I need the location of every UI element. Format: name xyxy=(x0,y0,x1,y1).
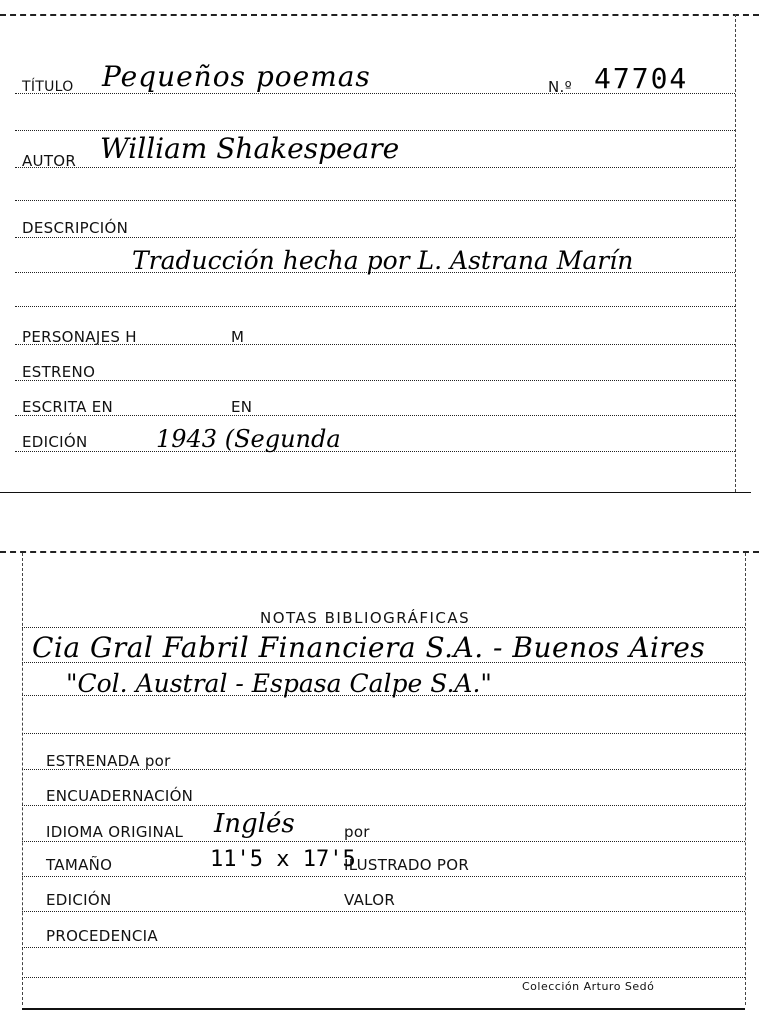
catalog-card-front xyxy=(0,0,759,495)
rule xyxy=(15,237,735,238)
title-label: TÍTULO xyxy=(22,79,74,95)
provenance-label: PROCEDENCIA xyxy=(46,927,158,945)
bibliographic-notes-heading: NOTAS BIBLIOGRÁFICAS xyxy=(260,609,471,627)
rule xyxy=(15,130,735,131)
collection-stamp: Colección Arturo Sedó xyxy=(522,980,655,993)
rule xyxy=(22,805,745,806)
premiered-by-label: ESTRENADA por xyxy=(46,752,171,770)
author-label: AUTOR xyxy=(22,152,77,170)
rule xyxy=(15,451,735,452)
rule xyxy=(15,380,735,381)
size-value: 11'5 x 17'5 xyxy=(210,847,356,872)
rule xyxy=(22,841,745,842)
rule xyxy=(15,200,735,201)
card-right-edge xyxy=(735,14,736,492)
characters-label: PERSONAJES H xyxy=(22,328,137,346)
description-value: Traducción hecha por L. Astrana Marín xyxy=(132,246,634,275)
rule xyxy=(15,306,735,307)
card-bottom-edge xyxy=(22,1008,745,1010)
note-line-2: "Col. Austral - Espasa Calpe S.A." xyxy=(66,669,492,698)
catalog-card-back xyxy=(0,545,759,1015)
edition-label: EDICIÓN xyxy=(22,433,88,451)
title-value: Pequeños poemas xyxy=(102,60,371,93)
author-value: William Shakespeare xyxy=(100,132,400,165)
edition-value: 1943 (Segunda xyxy=(156,425,341,453)
card-top-edge xyxy=(0,551,759,553)
rule xyxy=(15,167,735,168)
rule xyxy=(22,911,745,912)
rule xyxy=(22,876,745,877)
premiere-label: ESTRENO xyxy=(22,363,96,381)
number-label: N.º xyxy=(548,78,572,96)
illustrated-by-label: ILUSTRADO POR xyxy=(344,856,470,874)
card-top-edge xyxy=(0,14,759,16)
card-left-edge xyxy=(22,553,23,1005)
written-label: ESCRITA EN xyxy=(22,398,114,416)
size-label: TAMAÑO xyxy=(46,856,113,874)
description-label: DESCRIPCIÓN xyxy=(22,219,129,237)
written-in-label: EN xyxy=(231,398,253,416)
original-language-value: Inglés xyxy=(214,809,295,839)
rule xyxy=(22,627,745,628)
card-bottom-edge xyxy=(0,492,751,493)
rule xyxy=(22,977,745,978)
edition-label: EDICIÓN xyxy=(46,891,112,909)
rule xyxy=(22,947,745,948)
by-label: por xyxy=(344,823,370,841)
rule xyxy=(22,733,745,734)
rule xyxy=(15,415,735,416)
value-label: VALOR xyxy=(344,891,396,909)
card-right-edge xyxy=(745,553,746,1005)
original-language-label: IDIOMA ORIGINAL xyxy=(46,823,184,841)
characters-m-label: M xyxy=(231,328,245,346)
number-value: 47704 xyxy=(594,62,689,95)
binding-label: ENCUADERNACIÓN xyxy=(46,787,194,805)
note-line-1: Cia Gral Fabril Financiera S.A. - Buenos Aires xyxy=(32,631,706,664)
